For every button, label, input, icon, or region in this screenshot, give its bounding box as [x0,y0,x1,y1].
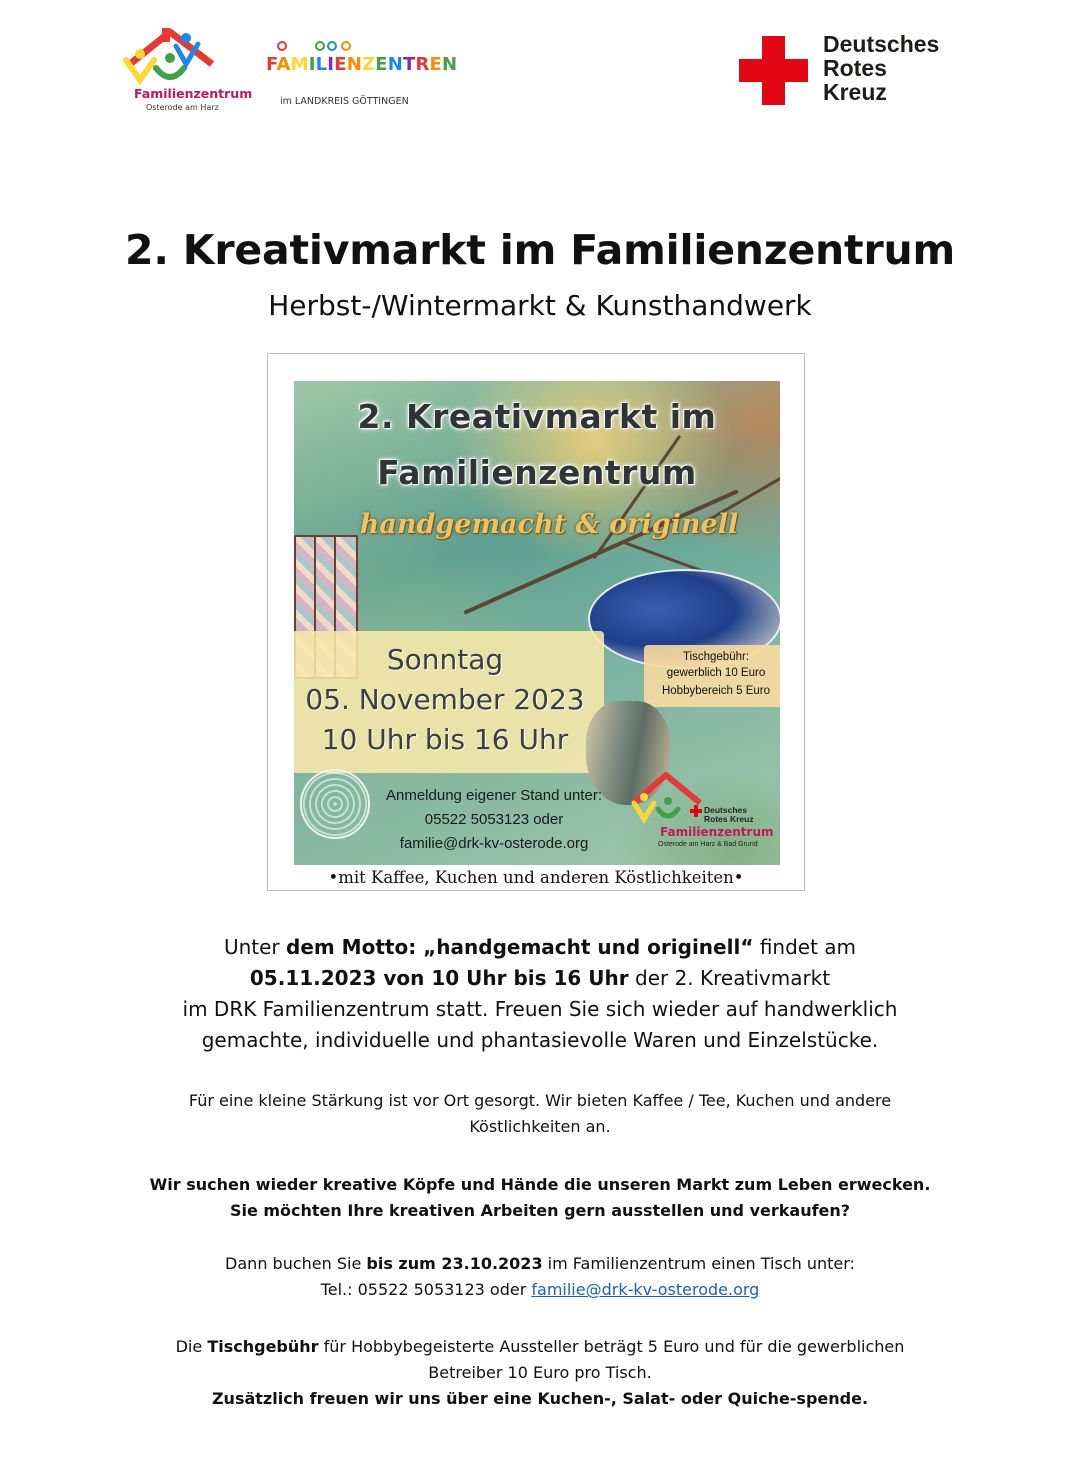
fee-label: Tischgebühr [207,1337,319,1356]
familienzentren-logo-sub: im LANDKREIS GÖTTINGEN [280,96,409,107]
familienzentren-logo [266,38,458,112]
booking-phone: Tel.: 05522 5053123 oder [320,1280,532,1299]
motto-paragraph [100,932,980,1056]
wordmark-letter: R [415,54,430,75]
callout-paragraph [100,1172,980,1224]
poster-logo-line-2: Rotes Kreuz [704,814,754,824]
poster-logo-line-3: Familienzentrum [660,825,774,839]
poster-fee-title: Tischgebühr: [682,651,750,663]
wordmark-letter: N [387,54,403,75]
refreshment-line-2: Köstlichkeiten an. [469,1117,611,1136]
wordmark-letter: E [429,54,443,75]
poster-logo-line-4: Osterode am Harz & Bad Grund [658,841,758,848]
motto-text-2: dem Motto: „handgemacht und originell“ [286,935,754,959]
red-cross-icon [690,805,702,817]
drk-logo [738,31,968,110]
figures-icon [276,38,356,54]
poster-drk-logo [628,769,778,853]
motto-text-4: der 2. Kreativmarkt [628,966,831,990]
poster-title-line-1: 2. Kreativmarkt im [357,397,717,436]
motto-text-1: Unter [223,935,286,959]
poster-date: 05. November 2023 [305,683,585,716]
wordmark-letter: F [266,54,277,75]
drk-line-2: Rotes [823,55,887,81]
refreshment-paragraph [100,1088,980,1140]
familienzentrum-logo-name: Familienzentrum [134,86,253,101]
drk-line-3: Kreuz [823,79,887,105]
wordmark-letter: Z [361,54,376,75]
motto-text-3: findet am [753,935,857,959]
booking-deadline: bis zum 23.10.2023 [366,1254,543,1273]
poster-registration-title: Anmeldung eigener Stand unter: [386,787,602,804]
event-poster [294,381,780,865]
wordmark-letter: N [346,54,362,75]
fee-text-2: für Hobbybegeisterte Aussteller beträgt 5 Euro und für die gewerblichen [318,1337,905,1356]
fee-text-4: Zusätzlich freuen wir uns über eine Kuchen-, Salat- oder Quiche-spende. [211,1389,869,1408]
wordmark-letter: T [402,54,416,75]
motto-date: 05.11.2023 von 10 Uhr bis 16 Uhr [249,966,629,990]
motto-text-5: im DRK Familienzentrum statt. Freuen Sie sich wieder auf handwerklich [182,997,898,1021]
poster-fee-hobby: Hobbybereich 5 Euro [661,685,771,697]
poster-registration-phone: 05522 5053123 oder [424,811,564,828]
drk-line-1: Deutsches [823,31,940,57]
booking-paragraph [100,1251,980,1303]
callout-line-2: Sie möchten Ihre kreativen Arbeiten gern ausstellen und verkaufen? [229,1201,851,1220]
page-subtitle: Herbst-/Wintermarkt & Kunsthandwerk [268,289,812,322]
wordmark-letter: E [334,54,347,75]
poster-registration-email: familie@drk-kv-osterode.org [399,835,589,852]
wordmark-letter: I [327,54,335,75]
wordmark-letter: E [375,54,388,75]
poster-time: 10 Uhr bis 16 Uhr [321,723,569,756]
drk-wordmark [823,32,939,104]
fee-text-3: Betreiber 10 Euro pro Tisch. [428,1363,652,1382]
email-link[interactable]: familie@drk-kv-osterode.org [531,1280,760,1299]
wordmark-letter: M [290,54,309,75]
page-title: 2. Kreativmarkt im Familienzentrum [125,226,955,274]
poster-title-line-2: Familienzentrum [377,453,697,492]
callout-line-1: Wir suchen wieder kreative Köpfe und Hände die unseren Markt zum Leben erwecken. [149,1175,931,1194]
wordmark-letter: L [315,54,328,75]
poster-date-day: Sonntag [386,643,504,676]
motto-text-6: gemachte, individuelle und phantasievolle Waren und Einzelstücke. [201,1028,879,1052]
familienzentrum-logo-sub: Osterode am Harz [146,103,219,112]
poster-footer: •mit Kaffee, Kuchen und anderen Köstlichkeiten• [328,868,744,887]
booking-text-1: Dann buchen Sie [225,1254,367,1273]
wordmark-letter: A [276,54,291,75]
poster-script-slogan: handgemacht & originell [359,509,739,540]
wordmark-letter: N [442,54,458,75]
fee-paragraph [100,1334,980,1412]
dreamcatcher-image [300,769,370,839]
house-family-icon [112,24,252,88]
familienzentren-wordmark [266,54,457,75]
poster-logo-line-1: Deutsches [704,805,747,815]
refreshment-line-1: Für eine kleine Stärkung ist vor Ort gesorgt. Wir bieten Kaffee / Tee, Kuchen und andere [188,1091,892,1110]
familienzentrum-logo [112,24,252,116]
wordmark-letter: I [308,54,316,75]
poster-fee-commercial: gewerblich 10 Euro [666,667,766,679]
booking-text-2: im Familienzentrum einen Tisch unter: [542,1254,855,1273]
fee-text-1: Die [175,1337,208,1356]
